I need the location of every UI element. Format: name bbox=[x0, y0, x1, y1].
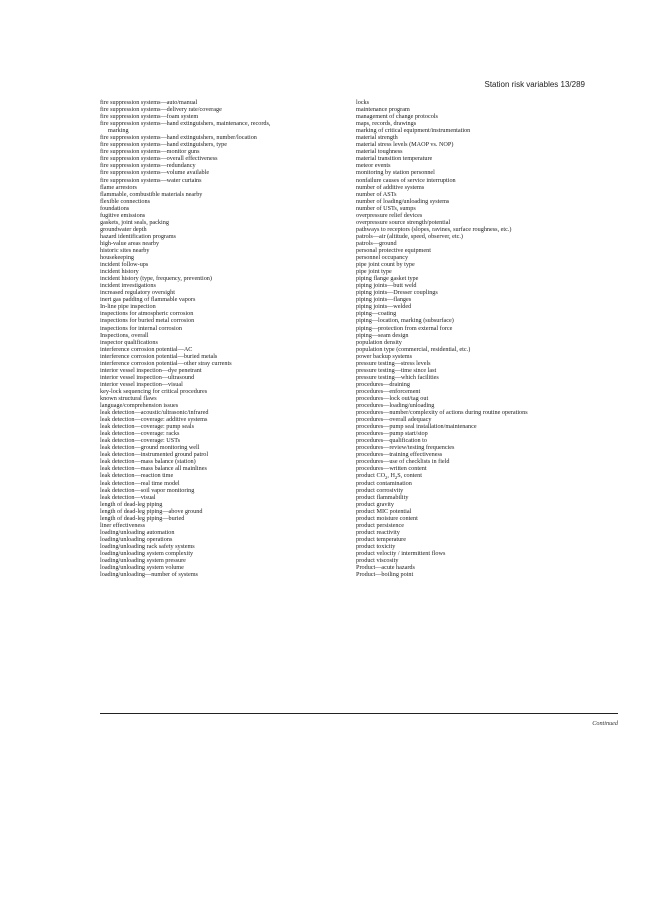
list-item: product temperature bbox=[356, 535, 406, 543]
list-item: fire suppression systems—redundancy bbox=[100, 162, 196, 170]
list-item: procedures—number/complexity of actions during routine operations bbox=[356, 409, 528, 417]
list-item: product $CO_2$, $H_2S$, content bbox=[356, 472, 422, 480]
list-item: liner effectiveness bbox=[100, 521, 146, 529]
list-item: inspections for internal corrosion bbox=[100, 324, 182, 332]
list-item: procedures—pump seal installation/maintenance bbox=[356, 423, 477, 431]
list-item: procedures—lock out/tag out bbox=[356, 394, 429, 402]
list-item: interior vessel inspection—dye penetrant bbox=[100, 366, 202, 374]
list-item: Product—acute hazards bbox=[356, 564, 415, 572]
list-item: leak detection—coverage: pump seals bbox=[100, 423, 194, 431]
list-item: leak detection—instrumented ground patrol bbox=[100, 451, 209, 459]
list-item: incident investigations bbox=[100, 282, 156, 290]
list-item: piping joints—welded bbox=[356, 303, 412, 311]
list-item: procedures—loading/unloading bbox=[356, 402, 435, 410]
list-item: fire suppression systems—volume available bbox=[100, 169, 210, 177]
list-item: high-value areas nearby bbox=[100, 239, 160, 247]
list-item: procedures—use of checklists in field bbox=[356, 458, 450, 466]
list-item: power backup systems bbox=[356, 352, 413, 360]
list-item: leak detection—ground monitoring well bbox=[100, 444, 200, 452]
list-item: loading/unloading system volume bbox=[100, 564, 184, 572]
list-item: piping joints—butt weld bbox=[356, 282, 417, 290]
list-item: loading/unloading system complexity bbox=[100, 550, 194, 557]
list-item: product toxicity bbox=[356, 542, 396, 550]
list-item: length of dead-leg piping bbox=[100, 500, 163, 508]
list-item: pressure testing—time since last bbox=[356, 366, 437, 374]
list-item: product reactivity bbox=[356, 528, 400, 536]
list-item: leak detection—coverage: racks bbox=[100, 430, 180, 438]
list-item: inspections for atmospheric corrosion bbox=[100, 310, 194, 318]
list-item: leak detection—reaction time bbox=[100, 472, 174, 480]
list-item: maintenance program bbox=[356, 106, 410, 114]
list-item: interior vessel inspection—visual bbox=[100, 380, 183, 388]
list-item: procedures—overall adequacy bbox=[356, 416, 432, 424]
list-item: population density bbox=[356, 338, 402, 346]
list-item: leak detection—acoustic/ultrasonic/infrared bbox=[100, 409, 209, 417]
list-item: personnel occupancy bbox=[356, 254, 409, 262]
list-item: Inspections, overall bbox=[100, 331, 149, 339]
list-item: number of USTs, sumps bbox=[356, 204, 416, 212]
list-item: product persistence bbox=[356, 521, 404, 529]
bottom-rule bbox=[100, 713, 618, 714]
list-item: length of dead-leg piping—above ground bbox=[100, 507, 203, 515]
list-item: incident history (type, frequency, prevention) bbox=[100, 275, 212, 283]
right-variable-list bbox=[356, 99, 618, 578]
page-header: Station risk variables 13/289 bbox=[484, 80, 585, 89]
list-item: inspector qualifications bbox=[100, 338, 158, 346]
list-item: piping joints—flanges bbox=[356, 296, 412, 304]
list-item: loading/unloading—number of systems bbox=[100, 571, 198, 579]
list-item: piping—location, marking (subsurface) bbox=[356, 317, 454, 325]
list-item: In-line pipe inspection bbox=[100, 303, 156, 311]
list-item: number of ASTs bbox=[356, 190, 397, 198]
list-item: known structural flaws bbox=[100, 394, 157, 402]
list-item: material stress levels (MAOP vs. NOP) bbox=[356, 141, 454, 149]
list-item: number of loading/unloading systems bbox=[356, 197, 450, 205]
list-item: procedures—training effectiveness bbox=[356, 451, 443, 459]
list-item: flammable, combustible materials nearby bbox=[100, 190, 203, 198]
list-item: fire suppression systems—water curtains bbox=[100, 176, 202, 184]
list-item: leak detection—mass balance (station) bbox=[100, 458, 196, 466]
list-item: product flammability bbox=[356, 493, 409, 501]
list-item: leak detection—soil vapor monitoring bbox=[100, 486, 195, 494]
list-item: fire suppression systems—overall effectiveness bbox=[100, 155, 218, 163]
list-item: product velocity / intermittent flows bbox=[356, 550, 446, 557]
list-item: marking of critical equipment/instrumentation bbox=[356, 127, 471, 135]
list-item: nonfailure causes of service interruption bbox=[356, 176, 456, 184]
list-item: marking bbox=[108, 127, 129, 135]
list-item: housekeeping bbox=[100, 254, 135, 262]
list-item: piping—protection from external force bbox=[356, 324, 453, 332]
list-item: leak detection—real time model bbox=[100, 479, 180, 487]
list-item: procedures—qualification to bbox=[356, 437, 427, 445]
list-item: meteor events bbox=[356, 162, 391, 170]
list-item: interior vessel inspection—ultrasound bbox=[100, 373, 195, 381]
list-item: product gravity bbox=[356, 500, 394, 508]
list-item: fire suppression systems—monitor guns bbox=[100, 148, 200, 156]
list-item: pressure testing—which facilities bbox=[356, 373, 439, 381]
list-item: leak detection—coverage: USTs bbox=[100, 437, 180, 445]
list-item: flexible connections bbox=[100, 197, 150, 205]
list-item: maps, records, drawings bbox=[356, 120, 417, 128]
list-item: procedures—written content bbox=[356, 465, 427, 473]
list-item: incident history bbox=[100, 268, 139, 276]
list-item: loading/unloading automation bbox=[100, 528, 175, 536]
list-item: fire suppression systems—hand extinguishers, maintenance, records, bbox=[100, 120, 271, 128]
list-item: product moisture content bbox=[356, 514, 418, 522]
list-item: product MIC potential bbox=[356, 507, 412, 515]
list-item: locks bbox=[356, 99, 370, 106]
list-item: management of change protocols bbox=[356, 113, 438, 121]
list-item: overpressure relief devices bbox=[356, 211, 423, 219]
list-item: loading/unloading operations bbox=[100, 535, 173, 543]
list-item: flame arrestors bbox=[100, 183, 137, 191]
list-item: pipe joint count by type bbox=[356, 261, 415, 269]
list-item: groundwater depth bbox=[100, 225, 147, 233]
list-item: leak detection—visual bbox=[100, 493, 156, 501]
list-item: interference corrosion potential—AC bbox=[100, 345, 193, 353]
list-item: patrols—air (altitude, speed, observer, etc.) bbox=[356, 232, 463, 240]
list-item: gaskets, joint seals, packing bbox=[100, 218, 169, 226]
list-item: material transition temperature bbox=[356, 155, 433, 163]
list-item: piping flange gasket type bbox=[356, 275, 419, 283]
list-item: pathways to receptors (slopes, ravines, surface roughness, etc.) bbox=[356, 225, 512, 233]
left-variable-list bbox=[100, 99, 348, 578]
list-item: population type (commercial, residential, etc.) bbox=[356, 345, 471, 353]
list-item: material strength bbox=[356, 134, 398, 142]
list-item: pressure testing—stress levels bbox=[356, 359, 431, 367]
list-item: historic sites nearby bbox=[100, 246, 150, 254]
list-item: foundations bbox=[100, 204, 130, 212]
list-item: piping—seam design bbox=[356, 331, 409, 339]
list-item: monitoring by station personnel bbox=[356, 169, 435, 177]
list-item: language/comprehension issues bbox=[100, 402, 179, 410]
list-item: pipe joint type bbox=[356, 268, 392, 276]
list-item: product contamination bbox=[356, 479, 412, 487]
list-item: interference corrosion potential—buried metals bbox=[100, 352, 218, 360]
list-item: procedures—pump start/stop bbox=[356, 430, 428, 438]
list-item: leak detection—mass balance all mainlines bbox=[100, 465, 207, 473]
list-item: piping joints—Dresser couplings bbox=[356, 289, 438, 297]
list-item: hazard identification programs bbox=[100, 232, 176, 240]
list-item: length of dead-leg piping—buried bbox=[100, 514, 185, 522]
list-item: incident follow-ups bbox=[100, 261, 149, 269]
list-item: key-lock sequencing for critical procedures bbox=[100, 387, 208, 395]
list-item: loading/unloading rack safety systems bbox=[100, 542, 195, 550]
list-item: patrols—ground bbox=[356, 239, 397, 247]
list-item: personal protective equipment bbox=[356, 246, 431, 254]
list-item: inspections for buried metal corrosion bbox=[100, 317, 195, 325]
list-item: fire suppression systems—auto/manual bbox=[100, 99, 198, 106]
list-item: fire suppression systems—foam system bbox=[100, 113, 199, 121]
list-item: loading/unloading system pressure bbox=[100, 557, 186, 565]
list-item: number of additive systems bbox=[356, 183, 425, 191]
list-item: increased regulatory oversight bbox=[100, 289, 175, 297]
list-item: procedures—draining bbox=[356, 380, 410, 388]
list-item: product corrosivity bbox=[356, 486, 404, 494]
list-item: procedures—enforcement bbox=[356, 387, 421, 395]
list-item: piping—coating bbox=[356, 310, 397, 318]
list-item: fire suppression systems—hand extinguishers, number/location bbox=[100, 134, 257, 142]
list-item: fire suppression systems—delivery rate/coverage bbox=[100, 106, 222, 114]
list-item: overpressure source strength/potential bbox=[356, 218, 451, 226]
list-item: fugitive emissions bbox=[100, 211, 146, 219]
list-item: Product—boiling point bbox=[356, 571, 414, 579]
list-item: interference corrosion potential—other stray currents bbox=[100, 359, 232, 367]
list-item: fire suppression systems—hand extinguishers, type bbox=[100, 141, 227, 149]
list-item: procedures—review/testing frequencies bbox=[356, 444, 455, 452]
continued-note: Continued bbox=[592, 720, 618, 727]
list-item: leak detection—coverage: additive systems bbox=[100, 416, 208, 424]
list-item: inert gas padding of flammable vapors bbox=[100, 296, 196, 304]
list-item: material toughness bbox=[356, 148, 403, 156]
list-item: product viscosity bbox=[356, 557, 399, 565]
